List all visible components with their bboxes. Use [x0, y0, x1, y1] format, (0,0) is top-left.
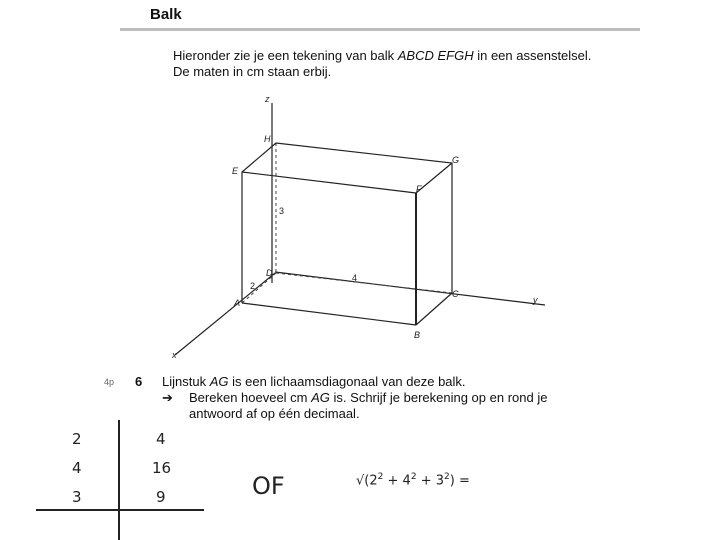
- arrow-icon: ➔: [162, 390, 173, 405]
- question-line-1: Lijnstuk AG is een lichaamsdiagonaal van deze balk.: [162, 374, 466, 389]
- vertex-label-f: F: [416, 184, 422, 194]
- table-cell-left: 3: [72, 488, 82, 506]
- table-cell-left: 2: [72, 430, 82, 448]
- edges-back: [242, 143, 452, 303]
- intro-line-1: Hieronder zie je een tekening van balk ABCD EFGH in een assenstelsel.: [173, 48, 592, 63]
- table-horizontal-line: [36, 509, 204, 511]
- question-number: 6: [135, 374, 143, 389]
- question-line-3: antwoord af op één decimaal.: [189, 406, 360, 421]
- vertex-label-b: B: [414, 330, 421, 340]
- vertex-label-g: G: [452, 155, 460, 165]
- dimension-height: 3: [279, 206, 285, 216]
- points-label: 4p: [104, 377, 115, 387]
- or-label: OF: [252, 472, 285, 500]
- axis-label-y: y: [533, 295, 538, 305]
- formula: $√(2^2 + 4^2 + 3^2)$ =: [356, 472, 470, 489]
- x-axis: [175, 273, 275, 355]
- table-cell-left: 4: [72, 459, 82, 477]
- vertex-label-a: A: [234, 298, 241, 308]
- axis-label-z: z: [265, 94, 270, 104]
- vertex-label-h: H: [264, 134, 271, 144]
- question-instruction: [189, 390, 619, 422]
- edge-bc: [416, 293, 452, 325]
- dimension-length: 4: [352, 273, 358, 283]
- vertex-label-e: E: [232, 166, 239, 176]
- table-cell-right: 9: [156, 488, 166, 506]
- vertex-label-d: D: [266, 268, 273, 278]
- edge-ab: [242, 303, 416, 325]
- axis-label-x: x: [172, 350, 177, 360]
- page-title: Balk: [150, 6, 182, 23]
- vertex-label-c: C: [452, 289, 459, 299]
- table-vertical-line: [118, 420, 120, 540]
- table-cell-right: 16: [152, 459, 172, 477]
- question-line-2: Bereken hoeveel cm AG is. Schrijf je berekening op en rond je: [189, 390, 548, 405]
- dimension-width: 2: [250, 281, 256, 291]
- table-cell-right: 4: [156, 430, 166, 448]
- intro-line-2: De maten in cm staan erbij.: [173, 64, 332, 79]
- edge-ef: [242, 172, 416, 193]
